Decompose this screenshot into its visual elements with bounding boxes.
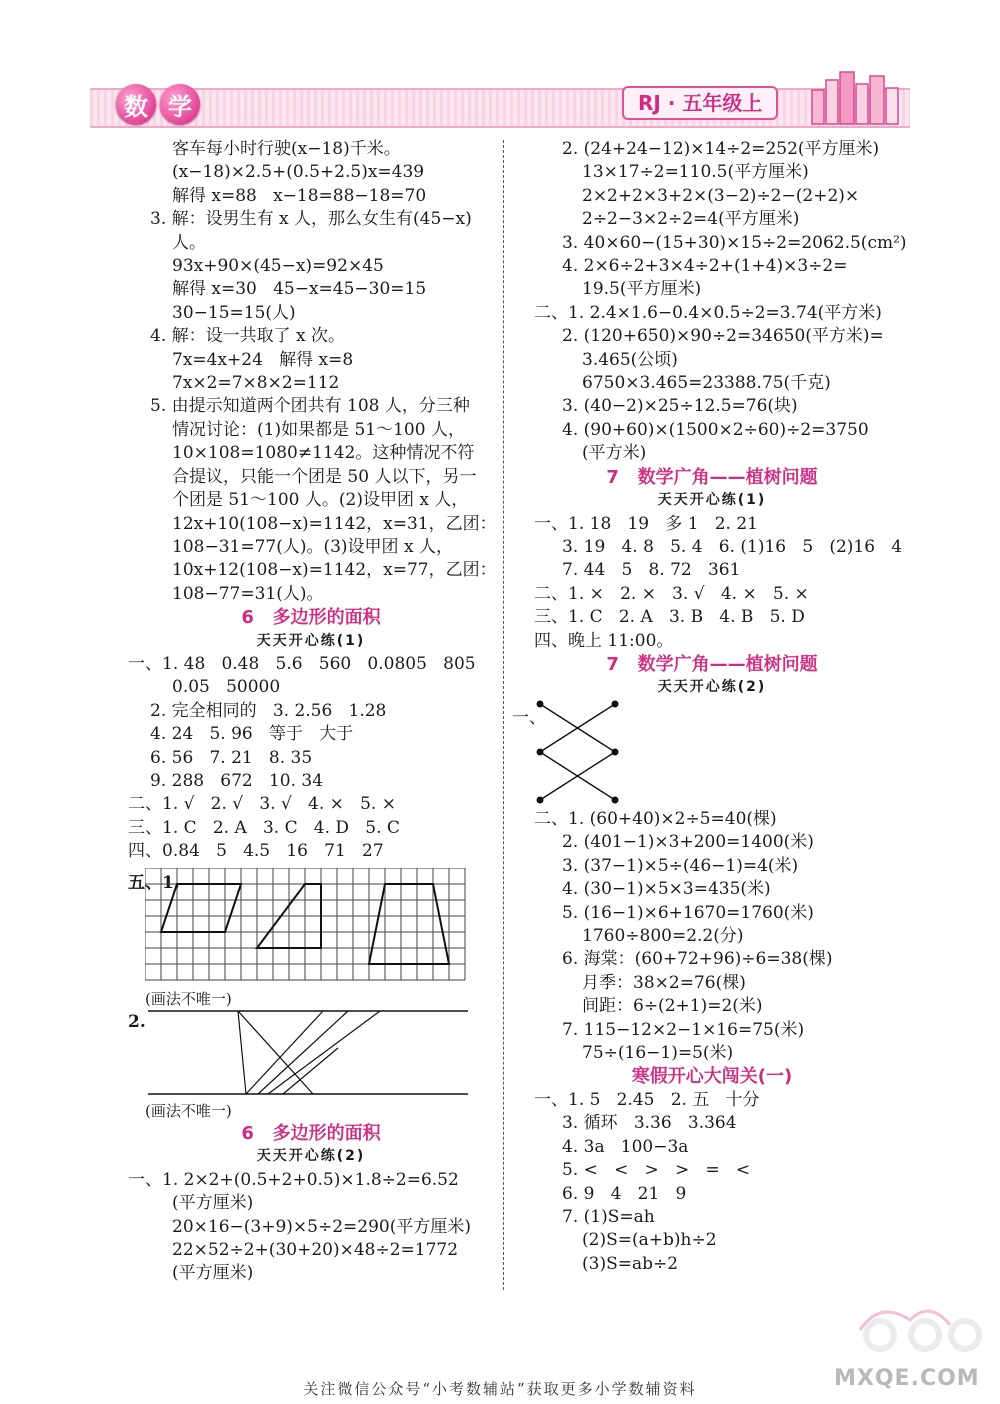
answer-line: 4. 3a 100−3a [562, 1136, 689, 1157]
answer-line: 一、1. 48 0.48 5.6 560 0.0805 805 [128, 653, 476, 674]
answer-line: 4. (90+60)×(1500×2÷60)÷2=3750 [562, 419, 869, 440]
answer-line: 7x×2=7×8×2=112 [172, 373, 340, 394]
grid-figure [145, 868, 470, 984]
left-tail [128, 1122, 494, 1286]
answer-line: 7x=4x+24 解得 x=8 [172, 349, 354, 370]
answer-line: 3. 循环 3.36 3.364 [562, 1113, 737, 1134]
answer-line: 5. 由提示知道两个团共有 108 人，分三种 [150, 396, 470, 417]
section-title: 7 数学广角——植树问题 [606, 466, 818, 488]
answer-line: 人。 [172, 232, 206, 253]
section-subtitle: 天天开心练(1) [657, 492, 767, 509]
answer-line: (2)S=(a+b)h÷2 [582, 1230, 717, 1251]
answer-line: 6. 海棠：(60+72+96)÷6=38(棵) [562, 949, 833, 970]
answer-line: 75÷(16−1)=5(米) [582, 1043, 734, 1064]
note-1: (画法不唯一) [145, 990, 232, 1008]
answer-line: 5. (16−1)×6+1670=1760(米) [562, 902, 814, 923]
answer-line: 3. 19 4. 8 5. 4 6. (1)16 5 (2)16 4 [562, 536, 903, 557]
grade-tag: RJ · 五年级上 [622, 86, 778, 120]
answer-line: 三、1. C 2. A 3. B 4. B 5. D [534, 607, 805, 628]
answer-line: 1760÷800=2.2(分) [582, 926, 744, 947]
header-band [90, 88, 910, 128]
answer-line: 二、1. 2.4×1.6−0.4×0.5÷2=3.74(平方米) [534, 302, 882, 323]
answer-line: 7. 44 5 8. 72 361 [562, 560, 741, 581]
answer-line: (x−18)×2.5+(0.5+2.5)x=439 [172, 162, 425, 183]
section-title: 6 多边形的面积 [241, 607, 381, 629]
section-subtitle: 天天开心练(2) [657, 679, 767, 696]
books-decoration-icon [808, 70, 908, 126]
subject-logo [112, 80, 204, 128]
answer-line: 客车每小时行驶(x−18)千米。 [172, 139, 401, 159]
section-subtitle: 天天开心练(2) [256, 1148, 366, 1165]
footer-note: 关注微信公众号“小考数辅站”获取更多小学数辅资料 [303, 1380, 697, 1398]
left-column [128, 138, 497, 864]
answer-line: 合提议，只能一个团是 50 人以下，另一 [172, 466, 477, 487]
answer-line: 6750×3.465=23388.75(千克) [582, 373, 831, 394]
answer-line: 4. 24 5. 96 等于 大于 [150, 724, 354, 745]
answer-line: 3. 40×60−(15+30)×15÷2=2062.5(cm²) [562, 232, 907, 253]
answer-line: 0.05 50000 [172, 677, 281, 698]
answer-line: 解得 x=88 x−18=88−18=70 [172, 185, 427, 206]
answer-line: 一、1. 5 2.45 2. 五 十分 [534, 1089, 760, 1110]
subject-char-2: 学 [160, 84, 200, 124]
answer-line: (3)S=ab÷2 [582, 1253, 679, 1274]
answer-line: 3. (40−2)×25÷12.5=76(块) [562, 396, 798, 417]
answer-line: 6. 56 7. 21 8. 35 [150, 747, 313, 768]
answer-line: 二、1. (60+40)×2÷5=40(棵) [534, 809, 777, 829]
dots-lines-figure [530, 696, 630, 808]
answer-line: 93x+90×(45−x)=92×45 [172, 256, 384, 277]
answer-line: 个团是 51～100 人。(2)设甲团 x 人， [172, 490, 469, 511]
watermark-text: MXQE.COM [834, 1366, 980, 1391]
note-2: (画法不唯一) [145, 1102, 232, 1120]
answer-line: 3. (37−1)×5÷(46−1)=4(米) [562, 855, 799, 876]
answer-line: (平方厘米) [172, 1193, 254, 1214]
answer-line: 2. (401−1)×3+200=1400(米) [562, 832, 814, 853]
answer-line: 19.5(平方厘米) [582, 279, 702, 300]
answer-line: 2÷2−3×2÷2=4(平方厘米) [582, 209, 800, 230]
answer-line: 5. < < > > = < [562, 1160, 751, 1181]
item2-label: 2. [128, 1012, 146, 1032]
answer-line: 3. 解：设男生有 x 人，那么女生有(45−x) [150, 209, 472, 230]
answer-line: 2. (24+24−12)×14÷2=252(平方厘米) [562, 139, 880, 159]
answer-line: 108−31=77(人)。(3)设甲团 x 人， [172, 536, 453, 557]
section-title: 7 数学广角——植树问题 [606, 653, 818, 675]
answer-line: 二、1. √ 2. √ 3. √ 4. × 5. × [128, 794, 396, 815]
section-title: 6 多边形的面积 [241, 1123, 381, 1144]
answer-line: 12x+10(108−x)=1142，x=31，乙团： [172, 513, 497, 534]
answer-line: 9. 288 672 10. 34 [150, 770, 324, 791]
answer-line: 一、1. 2×2+(0.5+2+0.5)×1.8÷2=6.52 [128, 1169, 459, 1190]
fig-label: 一、 [512, 708, 546, 728]
answer-line: (平方厘米) [172, 1263, 254, 1284]
answer-line: 情况讨论：(1)如果都是 51～100 人， [172, 419, 465, 440]
answer-line: 二、1. × 2. × 3. √ 4. × 5. × [534, 583, 809, 604]
right-column [512, 138, 912, 700]
answer-line: 一、1. 18 19 多 1 2. 21 [534, 513, 758, 534]
answer-line: 30−15=15(人) [172, 302, 296, 323]
item5-label: 五、1. [128, 873, 180, 893]
answer-line: 22×52÷2+(30+20)×48÷2=1772 [172, 1240, 459, 1261]
answer-line: 10x+12(108−x)=1142，x=77，乙团： [172, 560, 497, 581]
answer-line: 4. 2×6÷2+3×4÷2+(1+4)×3÷2= [562, 256, 848, 277]
lines-figure [148, 1008, 470, 1098]
answer-line: 6. 9 4 21 9 [562, 1183, 687, 1204]
right-tail [512, 808, 912, 1276]
answer-line: 四、晚上 11:00。 [534, 630, 674, 651]
answer-line: 4. (30−1)×5×3=435(米) [562, 879, 771, 900]
answer-line: 3.465(公顷) [582, 349, 678, 370]
answer-line: 7. 115−12×2−1×16=75(米) [562, 1019, 805, 1040]
answer-line: 2. (120+650)×90÷2=34650(平方米)= [562, 326, 884, 347]
answer-line: 4. 解：设一共取了 x 次。 [150, 326, 346, 347]
answer-line: 四、0.84 5 4.5 16 71 27 [128, 841, 384, 862]
answer-line: 7. (1)S=ah [562, 1206, 655, 1227]
section-subtitle: 天天开心练(1) [256, 632, 366, 649]
answer-line: 解得 x=30 45−x=45−30=15 [172, 279, 427, 300]
answer-line: (平方米) [582, 443, 647, 464]
subject-char-1: 数 [116, 84, 156, 124]
answer-line: 108−77=31(人)。 [172, 583, 324, 604]
answer-line: 2×2+2×3+2×(3−2)÷2−(2+2)× [582, 185, 860, 206]
answer-line: 2. 完全相同的 3. 2.56 1.28 [150, 700, 387, 721]
answer-line: 13×17÷2=110.5(平方厘米) [582, 162, 809, 183]
column-divider [503, 140, 504, 1290]
section-title: 寒假开心大闯关(一) [631, 1066, 793, 1088]
answer-line: 月季：38×2=76(棵) [582, 972, 746, 993]
answer-line: 20×16−(3+9)×5÷2=290(平方厘米) [172, 1216, 471, 1237]
answer-line: 三、1. C 2. A 3. C 4. D 5. C [128, 817, 400, 838]
answer-line: 间距：6÷(2+1)=2(米) [582, 996, 763, 1017]
answer-line: 10×108=1080≠1142。这种情况不符 [172, 443, 475, 464]
